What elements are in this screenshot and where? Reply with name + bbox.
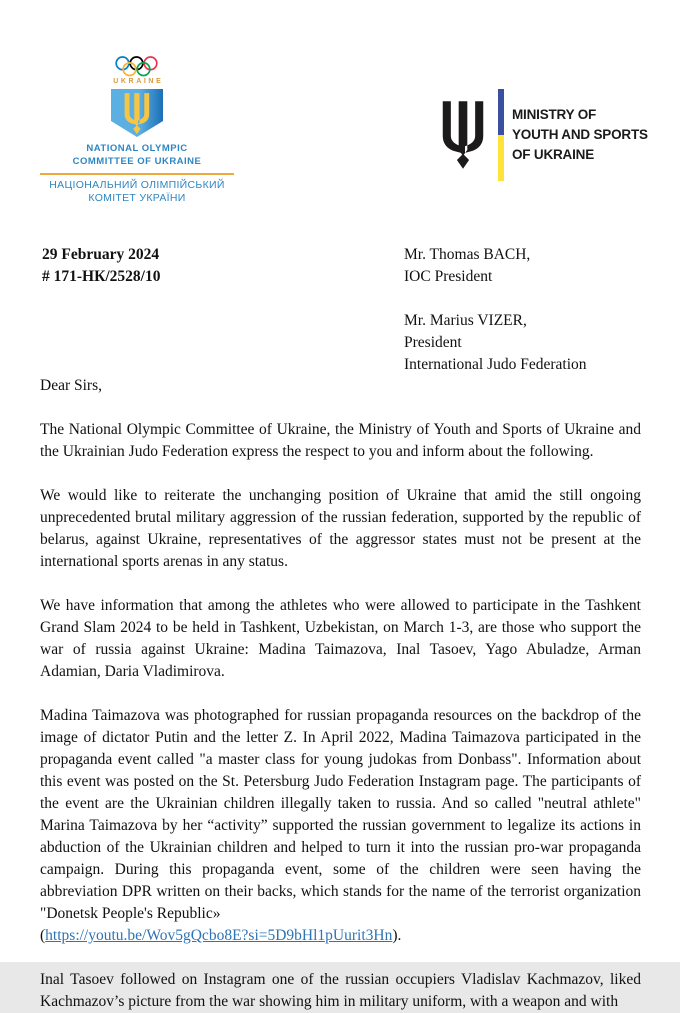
flag-bar-yellow <box>498 135 504 181</box>
ministry-logo <box>436 89 648 181</box>
noc-ukraine-logo <box>40 56 234 205</box>
recipient-name: Mr. Marius VIZER, <box>404 312 527 329</box>
recipient-title: President <box>404 334 462 351</box>
noc-name-english <box>40 142 234 168</box>
recipient-ijf <box>404 310 587 376</box>
youtube-link[interactable]: https://youtu.be/Wov5gQcbo8E?si=5D9bHl1pUurit3Hn <box>45 927 393 944</box>
paragraph-position: We would like to reiterate the unchanging position of Ukraine that amid the still ongoing unprecedented brutal military aggression of the russian federation, supported by the republic of belarus, against Ukraine, representatives of the aggressor states must not be present at the international sports arenas in any status. <box>40 487 641 570</box>
noc-name-uk-line1: НАЦІОНАЛЬНИЙ ОЛІМПІЙСЬКИЙ <box>49 179 225 191</box>
recipient-organization: International Judo Federation <box>404 356 587 373</box>
ministry-name <box>512 105 648 165</box>
noc-country-label: UKRAINE <box>113 78 164 85</box>
link-prefix: ( <box>40 927 46 944</box>
recipient-name: Mr. Thomas BACH, <box>404 246 531 263</box>
recipient-ioc <box>404 244 587 288</box>
salutation: Dear Sirs, <box>40 377 102 394</box>
letter-body <box>40 375 641 1013</box>
paragraph-intro: The National Olympic Committee of Ukraine, the Ministry of Youth and Sports of Ukraine and the Ukrainian Judo Federation express the respect to you and inform about the following. <box>40 421 641 460</box>
noc-name-en-line1: NATIONAL OLYMPIC <box>86 143 188 154</box>
letter-date: 29 February 2024 <box>42 246 160 263</box>
recipient-title: IOC President <box>404 268 493 285</box>
ministry-name-line2: YOUTH AND SPORTS <box>512 127 648 142</box>
letter-reference-number: # 171-НК/2528/10 <box>42 268 161 285</box>
ukraine-flag-bar <box>498 89 504 181</box>
noc-name-en-line2: COMMITTEE OF UKRAINE <box>72 156 202 167</box>
olympic-rings-icon <box>114 56 160 77</box>
flag-bar-blue <box>498 89 504 135</box>
recipients-block <box>404 244 587 376</box>
letter-meta <box>42 244 160 288</box>
noc-name-ukrainian <box>40 179 234 205</box>
paragraph-athletes: We have information that among the athletes who were allowed to participate in the Tashkent Grand Slam 2024 to be held in Tashkent, Uzbekistan, on March 1-3, are those who support the war of russia against Ukraine: Madina Taimazova, Inal Tasoev, Yago Abuladze, Arman Adamian, Daria Vladimirova. <box>40 597 641 680</box>
trident-icon <box>436 90 490 180</box>
link-suffix: ). <box>392 927 402 944</box>
link-line <box>40 925 641 947</box>
ministry-name-line1: MINISTRY OF <box>512 107 597 122</box>
gold-divider-rule <box>40 173 234 175</box>
paragraph-taimazova: Madina Taimazova was photographed for russian propaganda resources on the backdrop of the image of dictator Putin and the letter Z. In April 2022, Madina Taimazova participated in the propaganda event called "a master class for young judokas from Donbass". Information about this event was posted on the St. Petersburg Judo Federation Instagram page. The participants of the event are the Ukrainian children illegally taken to russia. And so called "neutral athlete" Marina Taimazova by her “activity” supported the russian government to legalize its actions in abduction of the Ukrainian children and helped to turn it into the russian pro-war propaganda campaign. During this propaganda event, some of the children were seen having the abbreviation DPR written on their backs, which stands for the name of the terrorist organization "Donetsk People's Republic» <box>40 707 641 922</box>
paragraph-tasoev: Inal Tasoev followed on Instagram one of the russian occupiers Vladislav Kachmazov, liked Kachmazov’s picture from the war showing him in military uniform, with a weapon and with <box>40 971 641 1010</box>
ukraine-shield-trident-icon <box>110 88 164 138</box>
noc-name-uk-line2: КОМІТЕТ УКРАЇНИ <box>88 192 186 204</box>
ministry-name-line3: OF UKRAINE <box>512 147 594 162</box>
